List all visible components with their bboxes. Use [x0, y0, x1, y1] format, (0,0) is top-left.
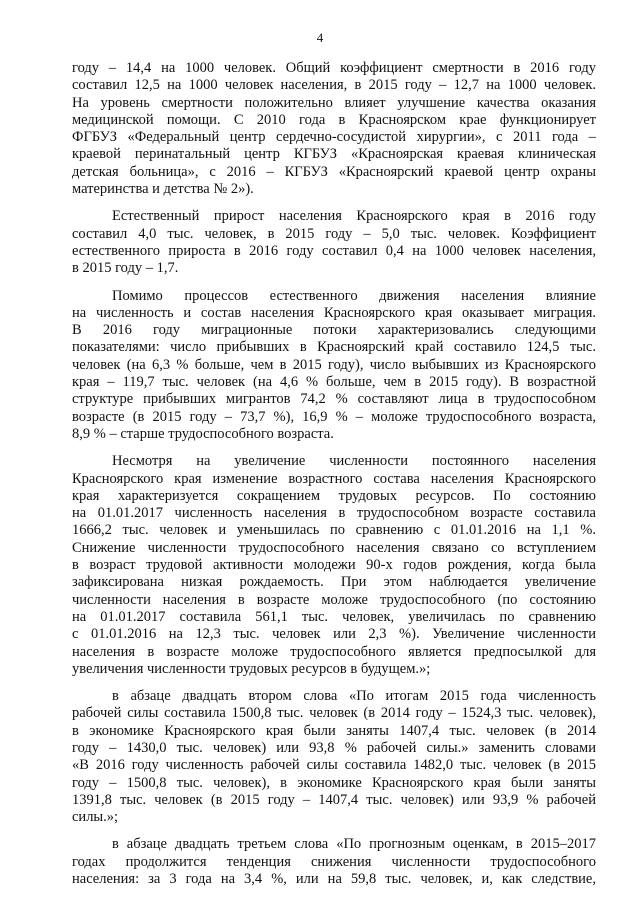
paragraph [72, 60, 596, 198]
document-body [72, 60, 596, 888]
text-line: возрасте (в 2015 году – 73,7 %), 16,9 % – моложе трудоспособного возраста, [72, 408, 596, 425]
text-line: естественного прироста в 2016 году составил 0,4 на 1000 человек населения, [72, 242, 596, 259]
text-line: силы.»; [72, 809, 119, 826]
text-line: 1666,2 тыс. человек и уменьшилась по сравнению с 01.01.2016 на 1,1 %. [72, 522, 596, 539]
text-line: населения в возрасте моложе трудоспособного является предпосылкой для [72, 643, 596, 660]
text-line: «В 2016 году численность рабочей силы составила 1482,0 тыс. человек (в 2015 [72, 757, 596, 774]
text-line: рабочей силы составила 1500,8 тыс. человек (в 2014 году – 1524,3 тыс. человек), [72, 705, 596, 722]
paragraph-gap [72, 678, 596, 688]
paragraph [72, 288, 596, 444]
paragraph-gap [72, 443, 596, 453]
paragraph [72, 208, 596, 277]
text-line: Красноярского края изменение возрастного состава населения Красноярского [72, 470, 596, 487]
text-line: края характеризуется сокращением трудовых ресурсов. По состоянию [72, 487, 596, 504]
text-line: населения: за 3 года на 3,4 %, или на 59,8 тыс. человек, и, как следствие, [72, 871, 596, 888]
text-line: на 01.01.2017 составила 561,1 тыс. человек, увеличилась по сравнению [72, 608, 596, 625]
paragraph [72, 836, 596, 888]
text-line: края – 119,7 тыс. человек (на 4,6 % больше, чем в 2015 году). В возрастной [72, 374, 596, 391]
text-line: на численность и состав населения Красноярского края оказывает миграция. [72, 304, 596, 321]
page-number: 4 [316, 30, 324, 45]
paragraph [72, 453, 596, 678]
text-line: Помимо процессов естественного движения населения влияние [112, 287, 596, 304]
text-line: на 01.01.2017 численность населения в трудоспособном возрасте составила [72, 505, 596, 522]
text-line: с 01.01.2016 на 12,3 тыс. человек или 2,3 %). Увеличение численности [72, 626, 596, 643]
text-line: 1391,8 тыс. человек (в 2015 году – 1407,4 тыс. человек) или 93,9 % рабочей [72, 791, 596, 808]
text-line: году – 1430,0 тыс. человек) или 93,8 % рабочей силы.» заменить словами [72, 739, 596, 756]
text-line: составил 12,5 на 1000 человек населения, в 2015 году – 12,7 на 1000 человек. [72, 77, 596, 94]
text-line: Несмотря на увеличение численности постоянного населения [112, 453, 596, 470]
text-line: зафиксирована низкая рождаемость. При этом наблюдается увеличение [72, 574, 596, 591]
text-line: в экономике Красноярского края были заняты 1407,4 тыс. человек (в 2014 [72, 722, 596, 739]
text-line: в абзаце двадцать втором слова «По итогам 2015 года численность [112, 688, 596, 705]
text-line: Снижение численности трудоспособного населения связано со вступлением [72, 539, 596, 556]
text-line: На уровень смертности положительно влияет улучшение качества оказания [72, 94, 596, 111]
text-line: численности населения в возрасте моложе трудоспособного (по состоянию [72, 591, 596, 608]
text-line: материнства и детства № 2»). [72, 181, 254, 198]
paragraph-gap [72, 278, 596, 288]
text-line: году – 1500,8 тыс. человек), в экономике Красноярского края были заняты [72, 774, 596, 791]
paragraph [72, 688, 596, 826]
text-line: структуре прибывших мигрантов 74,2 % составляют лица в трудоспособном [72, 391, 596, 408]
text-line: детская больница», с 2016 – КГБУЗ «Красноярский краевой центр охраны [72, 163, 596, 180]
text-line: Естественный прирост населения Красноярского края в 2016 году [112, 208, 596, 225]
text-line: ФГБУЗ «Федеральный центр сердечно-сосудистой хирургии», с 2011 года – [72, 129, 596, 146]
text-line: человек (на 6,3 % больше, чем в 2015 году), число выбывших из Красноярского [72, 356, 596, 373]
text-line: В 2016 году миграционные потоки характеризовались следующими [72, 322, 596, 339]
text-line: показателями: число прибывших в Красноярский край составило 124,5 тыс. [72, 339, 596, 356]
text-line: увеличения численности трудовых ресурсов в будущем.»; [72, 660, 431, 677]
text-line: медицинской помощи. С 2010 года в Красноярском крае функционирует [72, 111, 596, 128]
text-line: году – 14,4 на 1000 человек. Общий коэффициент смертности в 2016 году [72, 60, 596, 76]
paragraph-gap [72, 198, 596, 208]
text-line: в возраст трудовой активности молодежи 90-х годов рождения, когда была [72, 557, 596, 574]
text-line: составил 4,0 тыс. человек, в 2015 году – 5,0 тыс. человек. Коэффициент [72, 225, 596, 242]
paragraph-gap [72, 826, 596, 836]
text-line: 8,9 % – старше трудоспособного возраста. [72, 425, 334, 442]
text-line: годах продолжится тенденция снижения численности трудоспособного [72, 853, 596, 870]
text-line: в 2015 году – 1,7. [72, 260, 179, 277]
text-line: краевой перинатальный центр КГБУЗ «Красноярская краевая клиническая [72, 146, 596, 163]
text-line: в абзаце двадцать третьем слова «По прогнозным оценкам, в 2015–2017 [112, 836, 596, 853]
